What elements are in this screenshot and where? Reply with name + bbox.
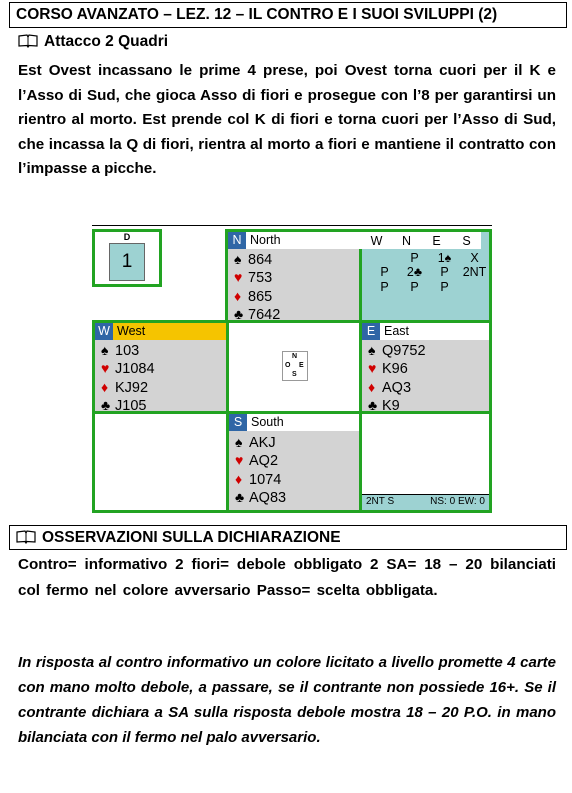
heart-icon: ♥ [368,360,377,377]
open-book-icon [16,530,36,544]
bid-cell: 2NT [462,265,487,279]
bid-header-e: E [432,234,441,248]
bid-header-n: N [401,234,412,248]
bid-cell: P [410,250,419,265]
empty-box-left [92,411,229,513]
south-name: South [251,415,284,429]
bid-cell: 1♠ [437,250,452,265]
bid-cell: 2♣ [406,265,423,279]
north-hearts: 753 [248,270,273,287]
compass-e: E [299,362,304,369]
east-badge: E [362,323,380,340]
east-spades: Q9752 [382,343,426,359]
bid-cell: P [440,279,449,294]
east-hearts: K96 [382,361,408,378]
observations-text: Contro= informativo 2 fiori= debole obbligato 2 SA= 18 – 20 bilanciati col fermo nel colore avversario Passo= scelta obbligata. [18,556,556,599]
south-badge: S [229,414,247,431]
bridge-diagram [92,225,492,513]
bid-cell [370,251,399,266]
diamond-icon: ♦ [101,378,109,395]
heart-icon: ♥ [101,360,110,377]
compass-n: N [292,353,298,360]
observations-title: OSSERVAZIONI SULLA DICHIARAZIONE [42,529,341,546]
attack-heading [18,33,168,51]
bid-header-s: S [462,234,471,248]
dealer-label: D [123,232,131,242]
dealer-box [92,229,162,287]
west-diamonds: KJ92 [115,379,149,396]
diamond-icon: ♦ [234,287,242,304]
north-name: North [250,233,281,247]
north-badge: N [228,232,246,249]
heart-icon: ♥ [234,269,243,286]
heart-icon: ♥ [235,452,244,469]
bid-header-w: W [370,234,383,248]
west-hearts: J1084 [115,361,155,378]
diamond-icon: ♦ [235,470,243,487]
table-center [226,320,362,414]
north-hand [228,232,359,323]
compass-s: S [292,371,297,378]
observations-header [9,525,567,550]
south-hand [229,414,359,510]
club-icon: ♣ [235,488,245,505]
spade-icon: ♠ [101,342,109,358]
contract-bar [362,494,489,510]
club-icon: ♣ [101,396,111,413]
west-badge: W [95,323,113,340]
compass-icon [282,351,308,381]
bid-cell: X [470,250,479,265]
bid-cell: P [380,279,389,294]
east-clubs: K9 [382,397,400,414]
diamond-icon: ♦ [368,378,376,395]
spade-icon: ♠ [235,434,243,450]
attack-description: Est Ovest incassano le prime 4 prese, poi Ovest torna cuori per il K e l’Asso di Sud, che gioca Asso di fiori e prosegue con l’8 per garantirsi un rientro al morto. Est prende col K di fiori e torna cuori per l’Asso di Sud, che incassa la Q di fiori, rientra al morto a fiori e mantiene il contratto con l’impasse a picche. [18,62,556,177]
west-spades: 103 [115,343,140,359]
contract-label: 2NT S [366,496,395,507]
north-clubs: 7642 [248,306,281,323]
lesson-header [9,2,567,28]
north-diamonds: 865 [248,288,273,305]
north-spades: 864 [248,252,273,268]
south-diamonds: 1074 [249,471,282,488]
west-hand [95,323,226,414]
bid-cell [460,280,489,295]
board-number: 1 [109,243,145,281]
south-clubs: AQ83 [249,489,287,506]
spade-icon: ♠ [368,342,376,358]
attack-title: Attacco 2 Quadri [44,33,169,50]
bidding-box [362,232,489,320]
club-icon: ♣ [368,396,378,413]
west-name: West [117,324,146,338]
west-clubs: J105 [115,397,147,414]
east-diamonds: AQ3 [382,379,412,396]
south-spades: AKJ [249,435,276,451]
bid-cell: P [440,265,449,279]
lesson-title: CORSO AVANZATO – LEZ. 12 – IL CONTRO E I SUOI SVILUPPI (2) [16,6,498,23]
compass-o: O [285,362,291,369]
spade-icon: ♠ [234,251,242,267]
open-book-icon [18,34,38,48]
bid-cell: P [410,279,419,294]
east-hand [362,323,489,414]
score-label: NS: 0 EW: 0 [430,496,485,507]
bid-cell: P [380,265,389,279]
east-name: East [384,324,410,338]
south-hearts: AQ2 [249,453,279,470]
club-icon: ♣ [234,305,244,322]
observations-note: In risposta al contro informativo un colore licitato a livello promette 4 carte con mano molto debole, a passare, se il contrante non possiede 16+. Se il contrante dichiara a SA sulla risposta debole mostra 18 – 20 P.O. in mano bilanciata con il fermo nel palo avversario. [18,654,556,746]
